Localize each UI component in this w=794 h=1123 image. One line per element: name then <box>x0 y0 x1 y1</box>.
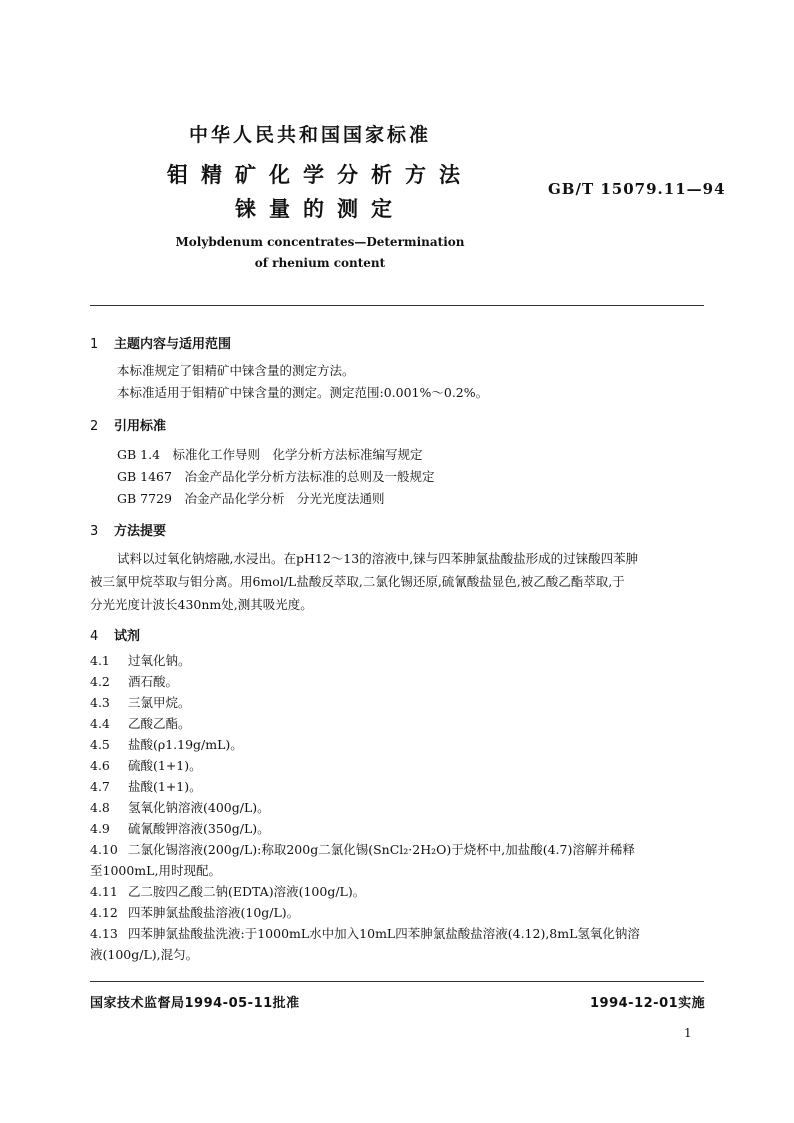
reagent-item <box>90 777 202 795</box>
approval-date: 国家技术监督局1994-05-11批准 <box>90 996 300 1011</box>
item-number: 4.6 <box>90 758 110 773</box>
item-text: 硫氰酸钾溶液(350g/L)。 <box>128 821 270 836</box>
section-4-heading <box>90 625 140 644</box>
reagent-item-continuation: 至1000mL,用时现配。 <box>90 863 221 878</box>
item-number: 4.2 <box>90 674 110 689</box>
item-text: 盐酸(ρ1.19g/mL)。 <box>128 737 243 752</box>
reagent-item <box>90 882 365 900</box>
item-text: 乙二胺四乙酸二钠(EDTA)溶液(100g/L)。 <box>128 884 366 899</box>
reference-standard: GB 7729 冶金产品化学分析 分光光度法通则 <box>117 491 385 506</box>
item-text: 酒石酸。 <box>128 674 179 689</box>
item-text: 四苯胂氯盐酸盐洗液:于1000mL水中加入10mL四苯胂氯盐酸盐溶液(4.12),8mL氢氧化钠溶 <box>128 926 640 941</box>
reagent-item <box>90 672 178 690</box>
section-title: 主题内容与适用范围 <box>114 337 232 352</box>
section-title: 引用标准 <box>114 419 167 434</box>
item-number: 4.10 <box>90 842 118 857</box>
footer-divider <box>90 981 704 982</box>
reagent-item <box>90 714 191 732</box>
item-text: 过氧化钠。 <box>128 653 191 668</box>
reagent-item <box>90 798 270 816</box>
section-2-heading <box>90 415 166 434</box>
implementation-date: 1994-12-01实施 <box>590 996 706 1011</box>
paragraph-line: 本标准适用于钼精矿中铼含量的测定。测定范围:0.001%～0.2%。 <box>117 385 489 400</box>
reagent-item <box>90 756 202 774</box>
item-text: 四苯胂氯盐酸盐溶液(10g/L)。 <box>128 905 300 920</box>
section-1-heading <box>90 333 231 352</box>
item-text: 乙酸乙酯。 <box>128 716 191 731</box>
section-number: 2 <box>90 419 99 434</box>
issuing-body-title: 中华人民共和国国家标准 <box>188 124 431 146</box>
reagent-item <box>90 903 299 921</box>
section-title: 试剂 <box>114 629 141 644</box>
item-number: 4.8 <box>90 800 110 815</box>
item-text: 盐酸(1+1)。 <box>128 779 202 794</box>
section-3-heading <box>90 520 166 539</box>
item-text: 二氯化锡溶液(200g/L):称取200g二氯化锡(SnCl₂·2H₂O)于烧杯中,加盐酸(4.7)溶解并稀释 <box>128 842 635 857</box>
paragraph-line: 试料以过氧化钠熔融,水浸出。在pH12～13的溶液中,铼与四苯胂氯盐酸盐形成的过铼酸四苯胂 <box>117 551 639 566</box>
document-title-line1: 钼精矿化学分析方法 <box>167 163 473 187</box>
section-title: 方法提要 <box>114 524 167 539</box>
item-text: 三氯甲烷。 <box>128 695 191 710</box>
document-title-line2: 铼量的测定 <box>235 197 405 221</box>
reagent-item-continuation: 液(100g/L),混匀。 <box>90 947 199 962</box>
item-number: 4.1 <box>90 653 110 668</box>
english-title-line2: of rhenium content <box>254 256 386 270</box>
section-number: 1 <box>90 337 99 352</box>
paragraph-line: 本标准规定了钼精矿中铼含量的测定方法。 <box>117 363 355 378</box>
english-title-line1: Molybdenum concentrates—Determination <box>175 235 465 249</box>
item-number: 4.3 <box>90 695 110 710</box>
reagent-item <box>90 693 191 711</box>
header-divider <box>90 305 704 306</box>
section-number: 4 <box>90 629 99 644</box>
reagent-item <box>90 819 270 837</box>
item-text: 硫酸(1+1)。 <box>128 758 202 773</box>
item-number: 4.4 <box>90 716 110 731</box>
reference-standard: GB 1.4 标准化工作导则 化学分析方法标准编写规定 <box>117 447 423 462</box>
item-number: 4.13 <box>90 926 118 941</box>
paragraph-line: 分光光度计波长430nm处,测其吸光度。 <box>90 597 313 612</box>
item-number: 4.9 <box>90 821 110 836</box>
item-text: 氢氧化钠溶液(400g/L)。 <box>128 800 270 815</box>
section-number: 3 <box>90 524 99 539</box>
paragraph-line: 被三氯甲烷萃取与钼分离。用6mol/L盐酸反萃取,二氯化锡还原,硫氰酸盐显色,被乙酸乙酯萃取,于 <box>90 574 625 589</box>
item-number: 4.5 <box>90 737 110 752</box>
reagent-item <box>90 840 635 858</box>
item-number: 4.11 <box>90 884 118 899</box>
page-number: 1 <box>684 1026 692 1040</box>
reagent-item <box>90 651 191 669</box>
reagent-item <box>90 735 243 753</box>
standard-number: GB/T 15079.11—94 <box>548 180 726 198</box>
reference-standard: GB 1467 冶金产品化学分析方法标准的总则及一般规定 <box>117 469 435 484</box>
item-number: 4.12 <box>90 905 118 920</box>
item-number: 4.7 <box>90 779 110 794</box>
reagent-item <box>90 924 640 942</box>
